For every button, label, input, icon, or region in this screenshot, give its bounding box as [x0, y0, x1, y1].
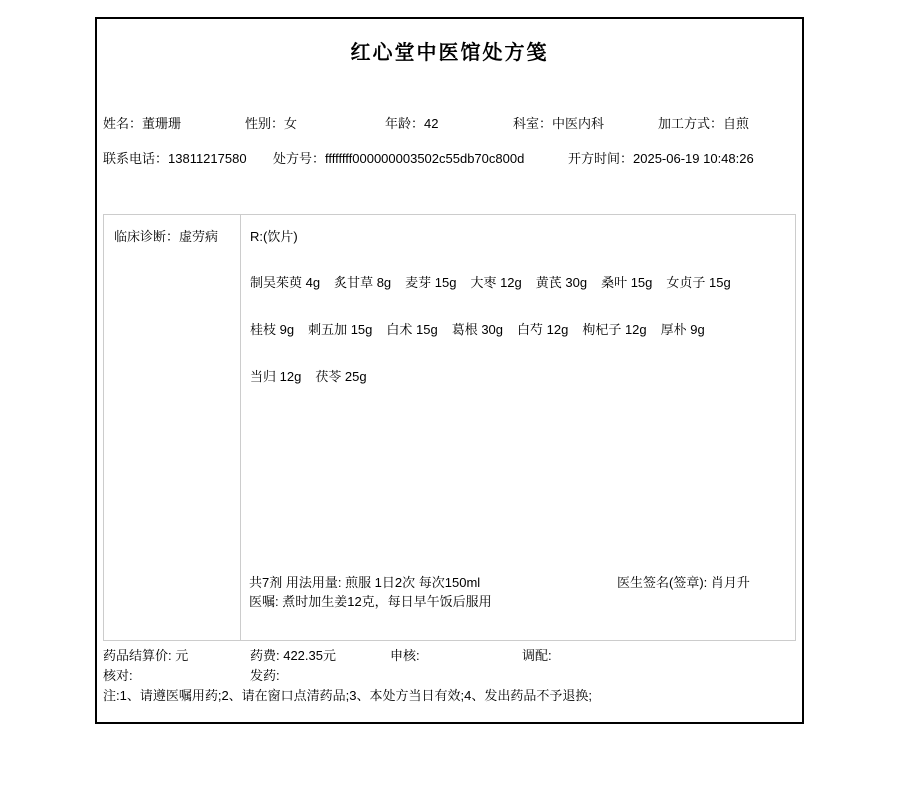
field-processing-method: 加工方式：自煎 [658, 116, 750, 131]
prescription-box [103, 214, 796, 641]
field-dispense: 发药: [250, 668, 280, 683]
herb-row [250, 370, 789, 384]
page-title: 红心堂中医馆处方笺 [350, 42, 549, 64]
herb-item: 白芍 12g [517, 322, 569, 337]
herb-item: 茯苓 25g [315, 369, 367, 384]
herb-item: 麦芽 15g [405, 275, 457, 290]
herb-item: 女贞子 15g [666, 275, 731, 290]
herb-item: 桑叶 15g [601, 275, 653, 290]
field-gender: 性别：女 [245, 116, 298, 131]
clinical-diagnosis: 临床诊断：虚劳病 [104, 215, 241, 640]
rx-header: R:(饮片) [250, 229, 298, 244]
prescription-sheet [95, 17, 804, 724]
field-compound: 调配: [522, 648, 552, 663]
doctor-advice: 医嘱: 煮时加生姜12克，每日早午饭后服用 [249, 594, 492, 609]
field-prescription-no: 处方号：ffffffff000000003502c55db70c800d [273, 151, 525, 166]
herb-item: 刺五加 15g [308, 322, 373, 337]
footer-note: 注:1、请遵医嘱用药;2、请在窗口点清药品;3、本处方当日有效;4、发出药品不予退换; [103, 688, 592, 703]
herb-row [250, 276, 789, 290]
prescription-main [241, 215, 795, 640]
herb-item: 黄芪 30g [535, 275, 588, 290]
field-department: 科室：中医内科 [513, 116, 605, 131]
field-medicine-fee: 药费: 422.35元 [250, 648, 336, 663]
herb-row [250, 323, 789, 337]
field-check: 核对: [103, 668, 133, 683]
herb-item: 当归 12g [250, 369, 302, 384]
herb-item: 制吴茱萸 4g [250, 275, 321, 290]
herb-item: 炙甘草 8g [334, 275, 392, 290]
herb-item: 厚朴 9g [660, 322, 705, 337]
field-age: 年龄：42 [385, 116, 439, 131]
field-phone: 联系电话：13811217580 [103, 151, 247, 166]
field-settlement-price: 药品结算价: 元 [103, 648, 189, 663]
usage-dosage: 共7剂 用法用量: 煎服 1日2次 每次150ml [249, 575, 481, 590]
field-issue-time: 开方时间：2025-06-19 10:48:26 [568, 151, 754, 166]
field-patient-name: 姓名：董珊珊 [103, 116, 182, 131]
field-review: 申核: [390, 648, 420, 663]
herb-item: 大枣 12g [470, 275, 522, 290]
herb-list [250, 276, 789, 417]
herb-item: 枸杞子 12g [582, 322, 647, 337]
herb-item: 葛根 30g [451, 322, 504, 337]
herb-item: 桂枝 9g [250, 322, 295, 337]
doctor-signature: 医生签名(签章): 肖月升 [617, 575, 750, 590]
herb-item: 白术 15g [386, 322, 438, 337]
